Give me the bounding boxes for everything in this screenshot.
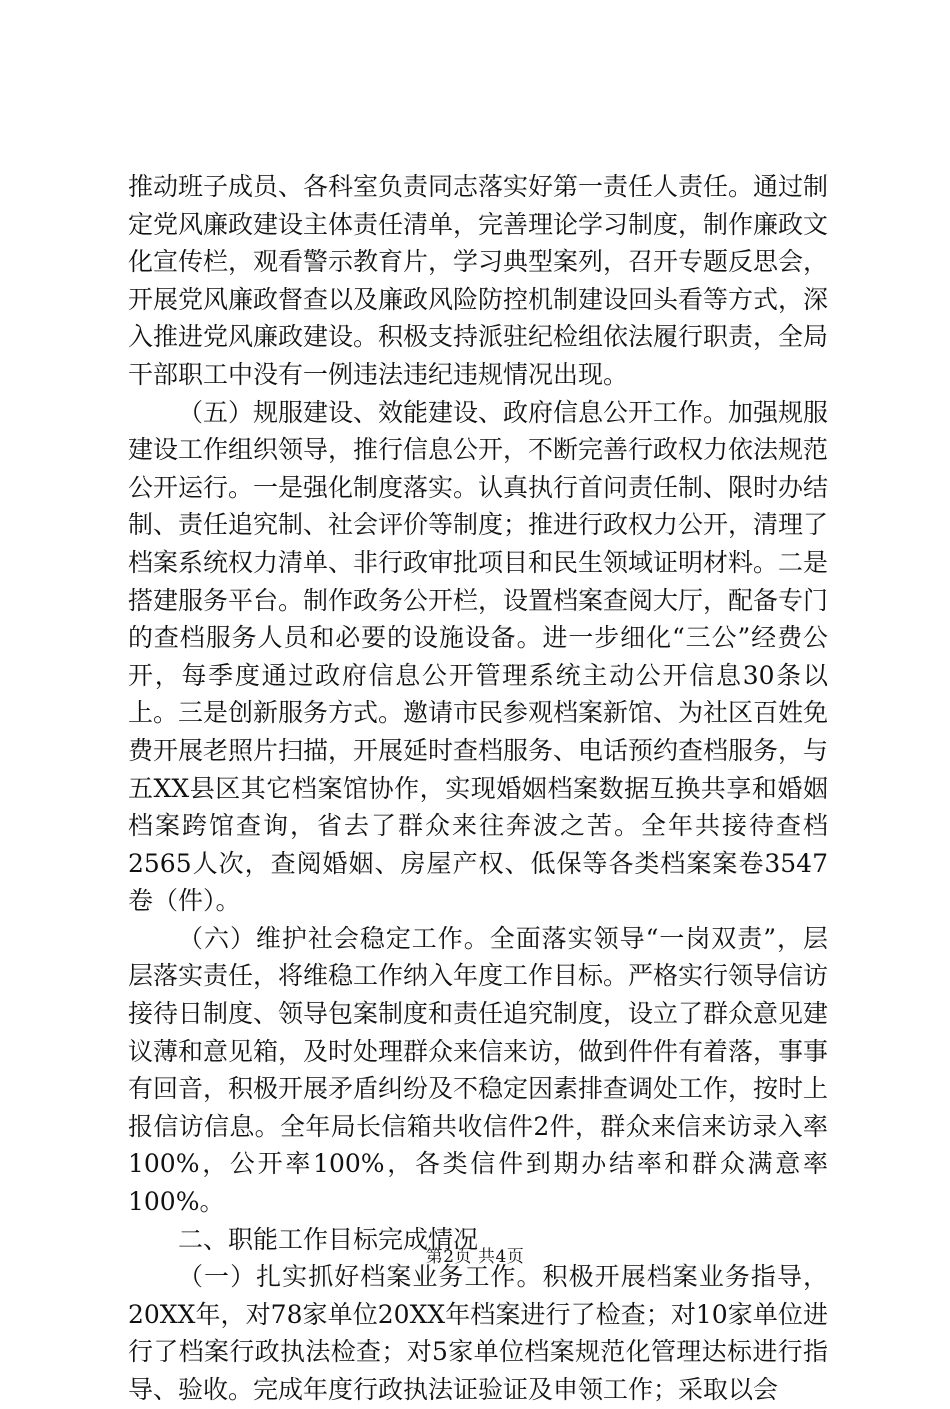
document-body (128, 168, 828, 1409)
paragraph-subsection-one: （一）扎实抓好档案业务工作。积极开展档案业务指导，20XX年，对78家单位20XX年档案进行了检查；对10家单位进行了档案行政执法检查；对5家单位档案规范化管理达标进行指导、验收。完成年度行政执法证验证及申领工作；采取以会 (128, 1262, 828, 1404)
paragraph-section-five: （五）规服建设、效能建设、政府信息公开工作。加强规服建设工作组织领导，推行信息公开，不断完善行政权力依法规范公开运行。一是强化制度落实。认真执行首问责任制、限时办结制、责任追究制、社会评价等制度；推进行政权力公开，清理了档案系统权力清单、非行政审批项目和民生领域证明材料。二是搭建服务平台。制作政务公开栏，设置档案查阅大厅，配备专门的查档服务人员和必要的设施设备。进一步细化“三公”经费公开，每季度通过政府信息公开管理系统主动公开信息30条以上。三是创新服务方式。邀请市民参观档案新馆、为社区百姓免费开展老照片扫描，开展延时查档服务、电话预约查档服务，与五XX县区其它档案馆协作，实现婚姻档案数据互换共享和婚姻档案跨馆查询，省去了群众来往奔波之苦。全年共接待查档2565人次，查阅婚姻、房屋产权、低保等各类档案案卷3547卷（件）。 (128, 397, 829, 916)
page-footer: 第2页 共4页 (425, 1247, 525, 1267)
paragraph-party-responsibility: 推动班子成员、各科室负责同志落实好第一责任人责任。通过制定党风廉政建设主体责任清单，完善理论学习制度，制作廉政文化宣传栏，观看警示教育片，学习典型案列，召开专题反思会，开展党风廉政督查以及廉政风险防控机制建设回头看等方式，深入推进党风廉政建设。积极支持派驻纪检组依法履行职责，全局干部职工中没有一例违法违纪违规情况出现。 (128, 172, 829, 389)
paragraph-section-six: （六）维护社会稳定工作。全面落实领导“一岗双责”，层层落实责任，将维稳工作纳入年度工作目标。严格实行领导信访接待日制度、领导包案制度和责任追究制度，设立了群众意见建议薄和意见箱，及时处理群众来信来访，做到件件有着落，事事有回音，积极开展矛盾纠纷及不稳定因素排查调处工作，按时上报信访信息。全年局长信箱共收信件2件，群众来信来访录入率100%，公开率100%，各类信件到期办结率和群众满意率100%。 (128, 923, 829, 1217)
section-heading-two: 二、职能工作目标完成情况 (178, 1224, 479, 1254)
